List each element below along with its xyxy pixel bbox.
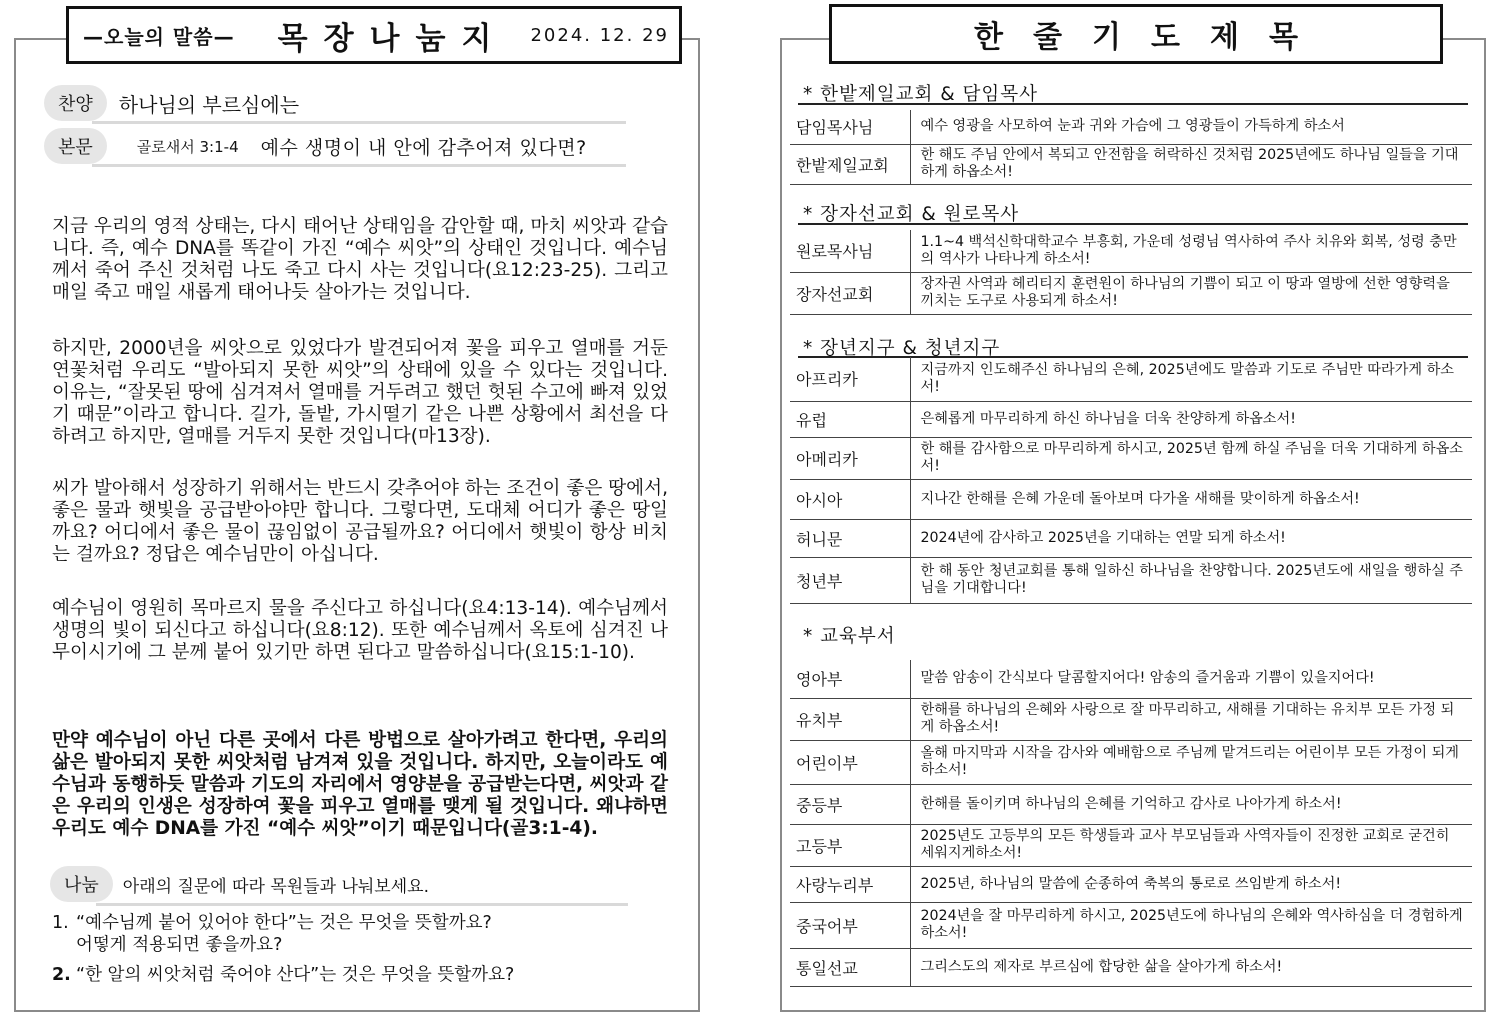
question-text: “한 알의 씨앗처럼 죽어야 산다”는 것은 무엇을 뜻할까요? xyxy=(76,965,515,985)
sermon-paragraph-4: 예수님이 영원히 목마르지 물을 주신다고 하십니다(요4:13-14). 예수님께서 생명의 빛이 되신다고 하십니다(요8:12). 또한 예수님께서 옥토에 심겨진 나무이시기에 그 분께 붙어 있기만 하면 된다고 말씀하십니다(요15:1-10). xyxy=(52,598,668,663)
prayer-row xyxy=(790,866,1472,902)
prayer-target: 고등부 xyxy=(790,824,910,866)
prayer-page-header xyxy=(829,4,1443,64)
prayer-row xyxy=(790,230,1472,272)
prayer-row xyxy=(790,519,1472,557)
sermon-paragraph-3: 씨가 발아해서 성장하기 위해서는 반드시 갖추어야 하는 조건이 좋은 땅에서, 좋은 물과 햇빛을 공급받아야만 합니다. 그렇다면, 도대체 어디가 좋은 땅일까요? 어디에서 좋은 물이 끊임없이 공급될까요? 어디에서 햇빛이 항상 비치는 걸까요? 정답은 예수님만이 아십니다. xyxy=(52,478,668,565)
question-number: 2. xyxy=(52,965,71,985)
section-title-districts: * 장년지구 & 청년지구 xyxy=(803,338,1001,359)
discussion-question-1 xyxy=(52,912,492,956)
prayer-row xyxy=(790,110,1472,144)
prayer-target: 중등부 xyxy=(790,784,910,824)
prayer-text: 한 해도 주님 안에서 복되고 안전함을 허락하신 것처럼 2025년에도 하나님 일들을 기대하게 하옵소서! xyxy=(910,144,1472,184)
question-text-continued: 어떻게 적용되면 좋을까요? xyxy=(76,935,283,955)
prayer-target: 사랑누리부 xyxy=(790,866,910,902)
praise-underline xyxy=(92,121,626,124)
discussion-question-2 xyxy=(52,964,514,986)
prayer-target: 담임목사님 xyxy=(790,110,910,144)
prayer-target: 통일선교 xyxy=(790,948,910,986)
prayer-target: 원로목사님 xyxy=(790,230,910,272)
praise-row xyxy=(44,85,604,121)
sharing-instruction: 아래의 질문에 따라 목원들과 나눠보세요. xyxy=(122,876,429,897)
prayer-target: 청년부 xyxy=(790,557,910,603)
prayer-row xyxy=(790,557,1472,603)
prayer-row xyxy=(790,902,1472,948)
scripture-label-badge: 본문 xyxy=(44,128,107,164)
prayer-target: 아메리카 xyxy=(790,437,910,479)
prayer-table-jangja xyxy=(790,230,1472,315)
prayer-text: 장자권 사역과 헤리티지 훈련원이 하나님의 기쁨이 되고 이 땅과 열방에 선한 영향력을 끼치는 도구로 사용되게 하소서! xyxy=(910,272,1472,314)
prayer-target: 아시아 xyxy=(790,479,910,519)
prayer-page-title: 한줄기도제목 xyxy=(974,20,1328,55)
sharing-underline xyxy=(96,903,628,906)
prayer-target: 한밭제일교회 xyxy=(790,144,910,184)
prayer-text: 지나간 한해를 은혜 가운데 돌아보며 다가올 새해를 맞이하게 하옵소서! xyxy=(910,479,1472,519)
prayer-table-hanbat xyxy=(790,110,1472,185)
scripture-reference: 골로새서 3:1-4 xyxy=(136,137,239,156)
prayer-row xyxy=(790,144,1472,184)
prayer-text: 올해 마지막과 시작을 감사와 예배함으로 주님께 맡겨드리는 어린이부 모든 가정이 되게 하소서! xyxy=(910,740,1472,784)
todays-word-label: —오늘의 말씀— xyxy=(83,24,235,49)
prayer-target: 영아부 xyxy=(790,660,910,698)
left-page-header xyxy=(66,6,682,64)
prayer-text: 2025년, 하나님의 말씀에 순종하여 축복의 통로로 쓰임받게 하소서! xyxy=(910,866,1472,902)
bulletin-date: 2024. 12. 29 xyxy=(530,24,669,46)
sharing-label-badge: 나눔 xyxy=(50,866,113,902)
prayer-text: 한해를 돌이키며 하나님의 은혜를 기억하고 감사로 나아가게 하소서! xyxy=(910,784,1472,824)
prayer-target: 아프리카 xyxy=(790,357,910,401)
page-title: 목장나눔지 xyxy=(277,20,508,57)
section-divider xyxy=(798,223,1468,225)
prayer-text: 은혜롭게 마무리하게 하신 하나님을 더욱 찬양하게 하옵소서! xyxy=(910,401,1472,437)
prayer-text: 지금까지 인도해주신 하나님의 은혜, 2025년에도 말씀과 기도로 주님만 따라가게 하소서! xyxy=(910,357,1472,401)
prayer-target: 중국어부 xyxy=(790,902,910,948)
prayer-row xyxy=(790,437,1472,479)
prayer-row xyxy=(790,357,1472,401)
scripture-row xyxy=(44,128,624,164)
prayer-target: 유럽 xyxy=(790,401,910,437)
prayer-row xyxy=(790,784,1472,824)
question-text: “예수님께 붙어 있어야 한다”는 것은 무엇을 뜻할까요? xyxy=(76,913,492,933)
prayer-text: 한 해 동안 청년교회를 통해 일하신 하나님을 찬양합니다. 2025년도에 새일을 행하실 주님을 기대합니다! xyxy=(910,557,1472,603)
prayer-text: 2024년에 감사하고 2025년을 기대하는 연말 되게 하소서! xyxy=(910,519,1472,557)
prayer-table-districts xyxy=(790,357,1472,604)
prayer-target: 허니문 xyxy=(790,519,910,557)
section-title-hanbat: * 한밭제일교회 & 담임목사 xyxy=(803,84,1039,105)
prayer-row xyxy=(790,479,1472,519)
prayer-table-education xyxy=(790,660,1472,987)
praise-title: 하나님의 부르심에는 xyxy=(118,92,300,117)
sermon-paragraph-1: 지금 우리의 영적 상태는, 다시 태어난 상태임을 감안할 때, 마치 씨앗과 같습니다. 즉, 예수 DNA를 똑같이 가진 “예수 씨앗”의 상태인 것입니다. 예수님께서 죽어 주신 것처럼 나도 죽고 다시 사는 것입니다(요12:23-25). 그리고 매일 죽고 매일 새롭게 태어나듯 살아가는 것입니다. xyxy=(52,216,668,303)
prayer-text: 한해를 하나님의 은혜와 사랑으로 잘 마무리하고, 새해를 기대하는 유치부 모든 가정 되게 하옵소서! xyxy=(910,698,1472,740)
prayer-row xyxy=(790,698,1472,740)
prayer-row xyxy=(790,740,1472,784)
prayer-text: 1.1~4 백석신학대학교수 부흥회, 가운데 성령님 역사하여 주사 치유와 회복, 성령 충만의 역사가 나타나게 하소서! xyxy=(910,230,1472,272)
praise-label-badge: 찬양 xyxy=(44,85,107,121)
prayer-target: 유치부 xyxy=(790,698,910,740)
sermon-paragraph-2: 하지만, 2000년을 씨앗으로 있었다가 발견되어져 꽃을 피우고 열매를 거둔 연꽃처럼 우리도 “발아되지 못한 씨앗”의 상태에 있을 수 있다는 것입니다. 이유는, “잘못된 땅에 심겨져서 열매를 거두려고 했던 헛된 수고에 빠져 있었기 때문”이라고 합니다. 길가, 돌밭, 가시떨기 같은 나쁜 상황에서 최선을 다하려고 하지만, 열매를 거두지 못한 것입니다(마13장). xyxy=(52,338,668,447)
scripture-underline xyxy=(92,164,626,167)
prayer-row xyxy=(790,824,1472,866)
prayer-text: 말씀 암송이 간식보다 달콤할지어다! 암송의 즐거움과 기쁨이 있을지어다! xyxy=(910,660,1472,698)
sermon-conclusion: 만약 예수님이 아닌 다른 곳에서 다른 방법으로 살아가려고 한다면, 우리의 삶은 발아되지 못한 씨앗처럼 남겨져 있을 것입니다. 하지만, 오늘이라도 예수님과 동행하듯 말씀과 기도의 자리에서 영양분을 공급받는다면, 씨앗과 같은 우리의 인생은 성장하여 꽃을 피우고 열매를 맺게 될 것입니다. 왜냐하면 우리도 예수 DNA를 가진 “예수 씨앗”이기 때문입니다(골3:1-4). xyxy=(52,730,668,839)
prayer-text: 예수 영광을 사모하여 눈과 귀와 가슴에 그 영광들이 가득하게 하소서 xyxy=(910,110,1472,144)
prayer-text: 2025년도 고등부의 모든 학생들과 교사 부모님들과 사역자들이 진정한 교회로 굳건히 세워지게하소서! xyxy=(910,824,1472,866)
section-title-jangja: * 장자선교회 & 원로목사 xyxy=(803,204,1020,225)
prayer-row xyxy=(790,660,1472,698)
prayer-target: 장자선교회 xyxy=(790,272,910,314)
prayer-text: 그리스도의 제자로 부르심에 합당한 삶을 살아가게 하소서! xyxy=(910,948,1472,986)
prayer-row xyxy=(790,401,1472,437)
sermon-title: 예수 생명이 내 안에 감추어져 있다면? xyxy=(260,136,587,159)
section-title-education: * 교육부서 xyxy=(803,626,896,647)
prayer-row xyxy=(790,272,1472,314)
prayer-text: 2024년을 잘 마무리하게 하시고, 2025년도에 하나님의 은혜와 역사하심을 더 경험하게 하소서! xyxy=(910,902,1472,948)
sharing-row xyxy=(50,866,626,902)
question-number: 1. xyxy=(52,913,69,933)
prayer-text: 한 해를 감사함으로 마무리하게 하시고, 2025년 함께 하실 주님을 더욱 기대하게 하옵소서! xyxy=(910,437,1472,479)
section-divider xyxy=(798,103,1468,105)
prayer-row xyxy=(790,948,1472,986)
prayer-target: 어린이부 xyxy=(790,740,910,784)
